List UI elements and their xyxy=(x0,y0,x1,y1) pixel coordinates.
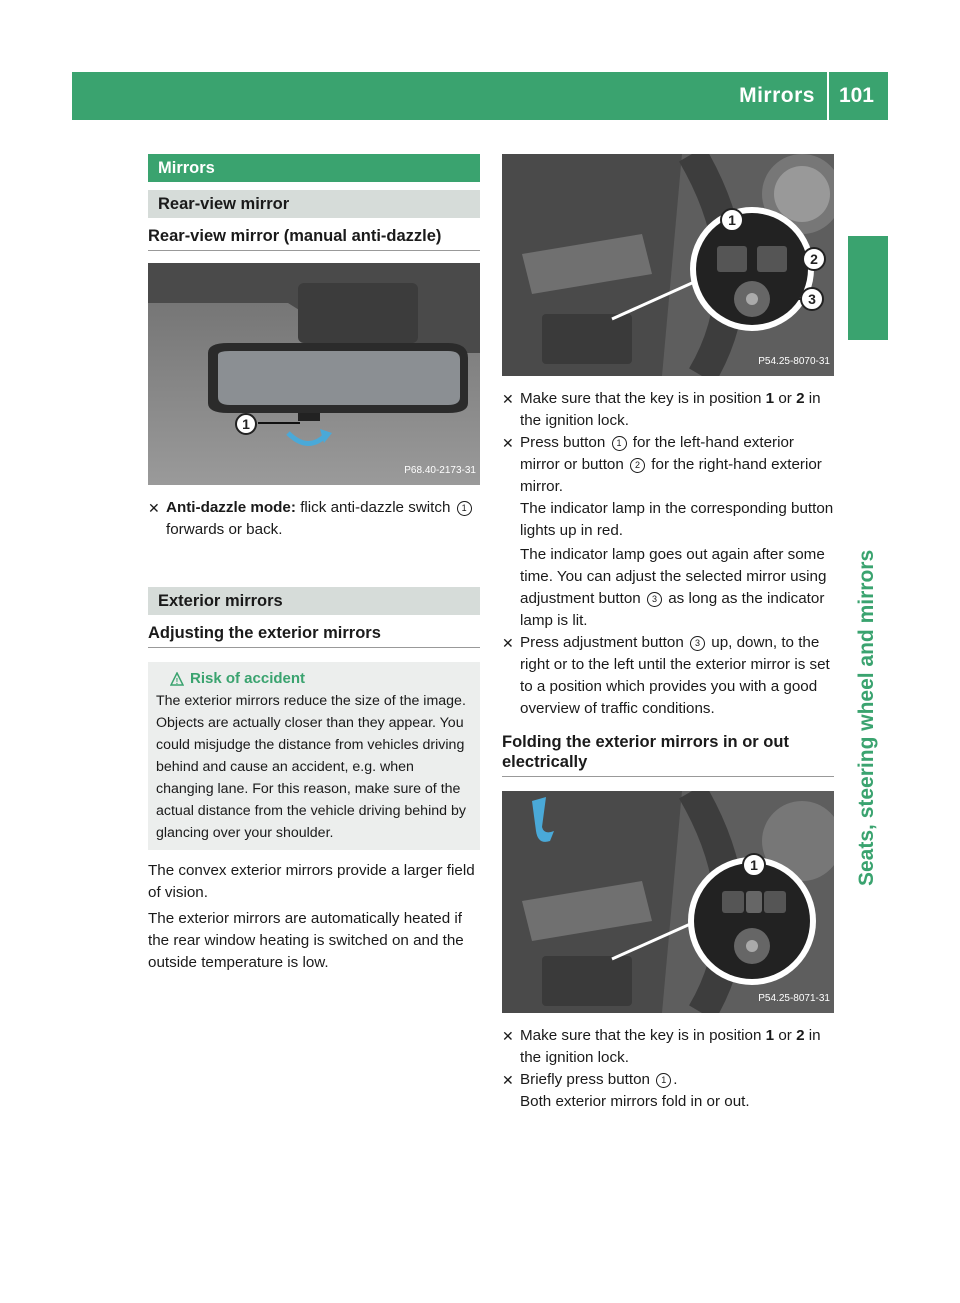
subsection-rear-view-mirror: Rear-view mirror xyxy=(148,190,480,218)
step-fold-key-position: ✕ Make sure that the key is in position 1 or 2 in the ignition lock. xyxy=(502,1027,821,1066)
side-chapter-tab xyxy=(848,236,888,886)
callout-ref-icon: 1 xyxy=(612,436,627,451)
step-marker-icon: ✕ xyxy=(502,635,514,651)
warning-heading xyxy=(156,668,472,690)
warning-triangle-icon xyxy=(170,672,184,686)
step-text: flick anti-dazzle switch xyxy=(300,499,451,516)
subsection-exterior-mirrors: Exterior mirrors xyxy=(148,587,480,615)
fig3-callout-1: 1 xyxy=(750,857,758,873)
step-note: Both exterior mirrors fold in or out. xyxy=(520,1093,750,1110)
step-key-position: ✕ Make sure that the key is in position 1 or 2 in the ignition lock. xyxy=(502,390,821,429)
figure-code: P68.40-2173-31 xyxy=(404,465,476,476)
figure-mirror-switches xyxy=(502,154,834,376)
callout-ref-icon: 1 xyxy=(457,501,472,516)
left-column xyxy=(148,154,480,974)
fig2-callout-2: 2 xyxy=(810,251,818,267)
side-tab-marker xyxy=(848,236,888,340)
figure-code: P54.25-8070-31 xyxy=(758,356,830,367)
warning-box xyxy=(148,662,480,850)
step-label: Anti-dazzle mode: xyxy=(166,499,296,516)
warning-text: The exterior mirrors reduce the size of the image. Objects are actually closer than they appear. You could misjudge the distance from vehicles driving behind and cause an accident, e.g. when changing lane. For this reason, make sure of the actual distance from the vehicle driving behind by glancing over your shoulder. xyxy=(156,693,466,841)
step-note: The indicator lamp in the corresponding button lights up in red. xyxy=(520,500,834,539)
step-anti-dazzle xyxy=(148,497,480,541)
callout-ref-icon: 3 xyxy=(690,636,705,651)
callout-ref-icon: 2 xyxy=(630,458,645,473)
step-marker-icon: ✕ xyxy=(148,500,160,516)
figure-fold-switch xyxy=(502,791,834,1013)
page-header xyxy=(72,72,888,120)
step-adjust: ✕ Press adjustment button 3 up, down, to the right or to the left until the exterior mirror is set to a position which provides you with a good overview of traffic conditions. xyxy=(502,634,830,717)
fig2-callout-3: 3 xyxy=(808,291,816,307)
side-tab-label: Seats, steering wheel and mirrors xyxy=(855,549,878,886)
figure-rear-view-mirror xyxy=(148,263,480,485)
section-heading-mirrors: Mirrors xyxy=(148,154,480,182)
right-column xyxy=(502,154,834,1113)
heading-adjusting-exterior-mirrors: Adjusting the exterior mirrors xyxy=(148,623,480,648)
step-text: forwards or back. xyxy=(166,521,283,538)
step-marker-icon: ✕ xyxy=(502,1028,514,1044)
heading-folding-mirrors: Folding the exterior mirrors in or out electrically xyxy=(502,732,834,777)
heading-manual-anti-dazzle: Rear-view mirror (manual anti-dazzle) xyxy=(148,226,480,251)
chapter-title: Mirrors xyxy=(739,84,815,107)
step-press-button: ✕ Press button 1 for the left-hand exterior mirror or button 2 for the right-hand exterior mirror. The indicator lamp in the corresponding button lights up in red. The indicator lamp goes out again after some time. You can adjust the selected mirror using adjustment button 3 as long as the indicator lamp is lit. xyxy=(502,434,834,629)
warning-title: Risk of accident xyxy=(190,670,306,687)
step-marker-icon: ✕ xyxy=(502,435,514,451)
fig1-callout-label: 1 xyxy=(242,416,250,432)
step-marker-icon: ✕ xyxy=(502,391,514,407)
paragraph-convex: The convex exterior mirrors provide a larger field of vision. xyxy=(148,862,475,901)
figure-code: P54.25-8071-31 xyxy=(758,993,830,1004)
fig2-callout-1: 1 xyxy=(728,212,736,228)
svg-text:!: ! xyxy=(175,677,179,686)
paragraph-heated: The exterior mirrors are automatically heated if the rear window heating is switched on and the outside temperature is low. xyxy=(148,910,464,971)
callout-ref-icon: 3 xyxy=(647,592,662,607)
callout-ref-icon: 1 xyxy=(656,1073,671,1088)
step-fold-press: ✕ Briefly press button 1 . Both exterior mirrors fold in or out. xyxy=(502,1069,834,1113)
step-marker-icon: ✕ xyxy=(502,1072,514,1088)
page-number: 101 xyxy=(838,84,874,107)
